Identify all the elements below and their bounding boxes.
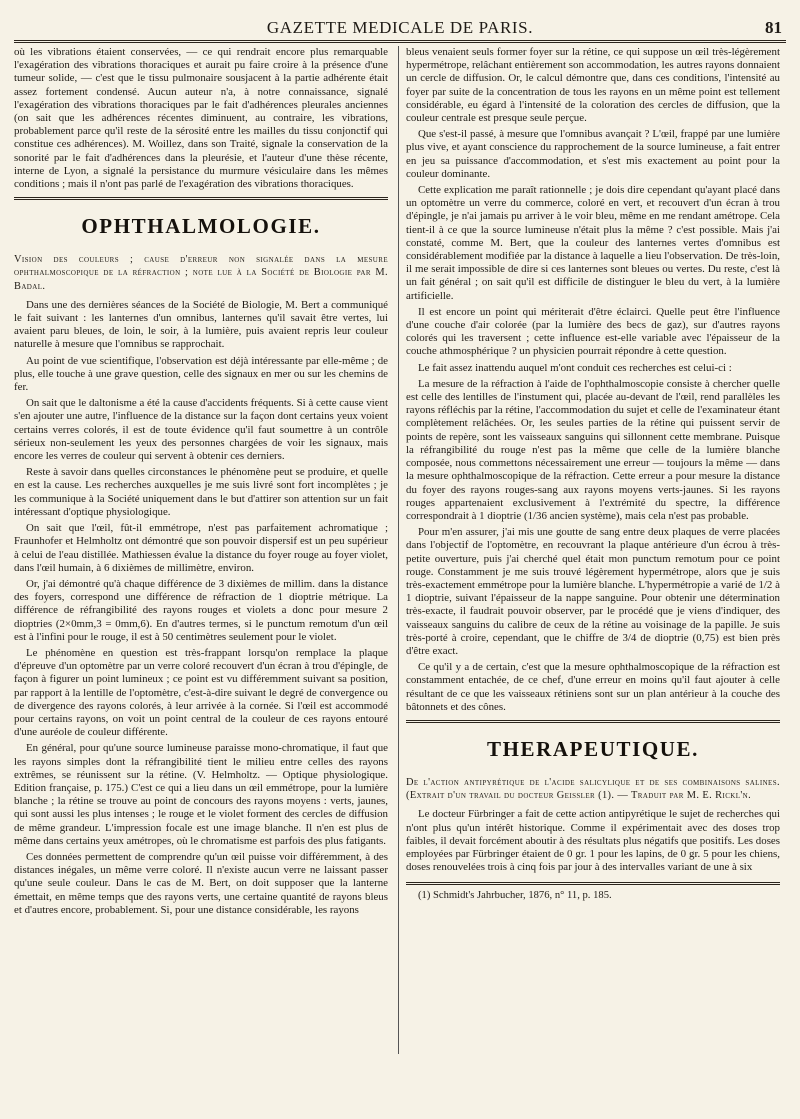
body-paragraph: Pour m'en assurer, j'ai mis une goutte de sang entre deux plaques de verre placées dans l'objectif de l'optomètre, en recouvrant la plaque antérieure d'un écrou à très-petite ouverture, puis j'ai cherché quel était mon punctum remotum pour ce point rouge. Constamment je me suis trouvé légèrement hypermétrope, alors que je suis très-exactement emmétrope pour la lumière blanche. L'hypermétropie a varié de 1/2 à 1 dioptrie, suivant l'épaisseur de la nappe sanguine. Pour obtenir une détermination très-exacte, il faudrait pouvoir observer, par le procédé que je viens d'indiquer, des vaisseaux sanguins du calibre de ceux de la rétine au voisinage de la papille. Je suis très-porté à croire, cependant, que le chiffre de 3/4 de dioptrie (0,75) est bien près d'être exact. xyxy=(406,526,780,657)
body-paragraph: bleus venaient seuls former foyer sur la rétine, ce qui suppose un œil très-légèrement hypermétrope, relâchant entièrement son accommodation, les autres rayons donnaient un cercle de diffusion. Or, le calcul démontre que, dans ces conditions, l'intensité au foyer par suite de la concentration de tous les rayons en un même point est tellement considérable, eu égard à l'intensité de la coloration des cercles de diffusion, que la couleur centrale est presque seule perçue. xyxy=(406,46,780,125)
body-paragraph: Ces données permettent de comprendre qu'un œil puisse voir différemment, à des distances inégales, un même verre coloré. Il n'existe aucun verre ne laissant passer qu'une seule couleur. Dans le cas de M. Bert, on doit supposer que la lanterne émettait, en même temps que des rayons verts, une certaine quantité de rayons bleus et d'autres encore, probablement. Si, pour une distance considérable, les rayons xyxy=(14,850,388,916)
body-paragraph: Reste à savoir dans quelles circonstances le phénomène peut se produire, et quelle en est la cause. Les recherches auxquelles je me suis livré sont fort incomplètes ; je les communique à la Société uniquement dans le but d'attirer son attention sur un fait intéressant d'optique physiologique. xyxy=(14,466,388,518)
body-paragraph: On sait que l'œil, fût-il emmétrope, n'est pas parfaitement achromatique ; Fraunhofer et Helmholtz ont démontré que son pouvoir dispersif est un peu supérieur à celui de l'eau distillée. Mathiessen évalue la distance du foyer rouge au foyer violet, dans l'œil humain, à 6 dixièmes de millimètre, environ. xyxy=(14,522,388,574)
page-header xyxy=(14,10,786,43)
left-column xyxy=(14,46,388,1110)
body-paragraph: Or, j'ai démontré qu'à chaque différence de 3 dixièmes de millim. dans la distance des foyers, correspond une différence de réfraction de 1 dioptrie métrique. La différence de réfrangibilité des rayons rouges et violets a donc pour mesure 2 dioptries (2×0mm,3 = 0mm,6). En d'autres termes, si le punctum remotum d'un œil est à l'infini pour le rouge, il est à 50 centimètres seulement pour le violet. xyxy=(14,577,388,643)
section-title-ophthalmologie: OPHTHALMOLOGIE. xyxy=(81,214,321,239)
body-paragraph: Il est encore un point qui mériterait d'être éclairci. Quelle peut être l'influence d'une couche d'air colorée (par la lumière des becs de gaz), sur d'autres rayons colorés qui les traversent ; cette influence est-elle variable avec l'épaisseur de la couche athmosphérique ? un physicien pourrait répondre à cette question. xyxy=(406,305,780,358)
body-paragraph: Le fait assez inattendu auquel m'ont conduit ces recherches est celui-ci : xyxy=(418,361,732,374)
page-number: 81 xyxy=(765,18,782,37)
section-divider xyxy=(14,197,388,200)
section-title-therapeutique: THERAPEUTIQUE. xyxy=(486,736,699,761)
article-heading: De l'action antipyrétique de l'acide salicylique et de ses combinaisons salines. (Extrait d'un travail du docteur Geissler (1). — Traduit par M. E. Rickl'n. xyxy=(406,776,780,802)
column-divider xyxy=(398,46,399,1054)
body-paragraph: On sait que le daltonisme a été la cause d'accidents fréquents. Si à cette cause vient s'en ajouter une autre, l'influence de la distance sur la façon dont certains yeux voient certains verres colorés, il est de toute évidence qu'il faut soumettre à un contrôle sérieux non-seulement les yeux des personnes chargées de voir les signaux, mais encore les verres de couleur qui servent à obtenir ces derniers. xyxy=(14,397,388,463)
body-paragraph: Au point de vue scientifique, l'observation est déjà intéressante par elle-même ; de plus, elle touche à une grave question, celle des signaux en mer ou sur les chemins de fer. xyxy=(14,354,388,394)
body-paragraph: Le docteur Fürbringer a fait de cette action antipyrétique le sujet de recherches qui n'ont plus qu'un intérêt historique. Comme il expérimentait avec des doses trop faibles, il devait forcément aboutir à des résultats plus négatifs que positifs. Les doses employées par Fürbringer étaient de 0 gr. 1 pour les lapins, de 0 gr. 5 pour les chiens, doses renouvelées trois à cinq fois par jour à des intervalles variant de une à six xyxy=(406,808,780,874)
footnote-divider xyxy=(406,882,780,885)
body-paragraph: Ce qu'il y a de certain, c'est que la mesure ophthalmoscopique de la réfraction est constamment entachée, de ce chef, d'une erreur en moins qu'il faut ajouter à celle résultant de ce que les vaisseaux rétiniens sont sur un plan antérieur à la couche des bâtonnets et des cônes. xyxy=(406,661,780,713)
body-paragraph: La mesure de la réfraction à l'aide de l'ophthalmoscopie consiste à chercher quelle est celle des lentilles de l'instument qui, placée au-devant de l'œil, rend parallèles les rayons réfléchis par la rétine, l'accommodation du sujet et celle de l'examinateur étant complètement relâchées. Or, les seules parties de la rétine qui puissent servir de points de repère, sont les vaisseaux sanguins qui sillonnent cette membrane. Puisque la réfrangibilité du rouge n'est pas la même que celle de la lumière blanche composée, nous commettons nécessairement une erreur — toujours la même — dans la mesure ophthalmoscopique de la réfraction. Cette erreur a pour mesure la distance du foyer des rayons rouges-sang aux rayons moyens verts-jaunes. Si les rayons rouges appartenaient exclusivement à l'extrémité du spectre, la différence correspondrait à 1 dioptrie (1/36 ancien système), mais cela n'est pas probable. xyxy=(406,377,780,522)
right-column xyxy=(406,46,780,1110)
section-divider xyxy=(406,720,780,723)
body-paragraph: Le phénomène en question est très-frappant lorsqu'on remplace la plaque d'épreuve d'un optomètre par un verre coloré recouvert d'un écran à trou d'épingle, de façon à figurer un point lumineux ; ce point est vu différemment suivant sa position, par rapport à la lentille de l'optomètre, c'est-à-dire suivant le degré de convergence ou de divergence des rayons colorés, à leur arrivée à la cornée. Si l'œil est accommodé pour certains rayons, on voit un point central de la couleur de ces rayons entouré d'une auréole de couleur différente. xyxy=(14,646,388,739)
continued-paragraph: où les vibrations étaient conservées, — ce qui rendrait encore plus remarquable l'exagération des vibrations thoraciques et aurait pu faire croire à la présence d'une tumeur solide, — c'est que le tissu pulmonaire sousjacent à la partie adhérente était assez fortement condensé. Aucun auteur n'a, à notre connaissance, signalé l'exagération des vibrations thoraciques par le fait d'adhérences pleurales anciennes (on sait que les adhérences récentes diminuent, au contraire, les vibrations, probablement parce qu'il reste de la sérosité entre les mailles du tissu conjonctif qui constitue ces adhérences). M. Woillez, dans son Traité, signale la conservation de la sonorité par le fait d'adhérences dans la pleurésie, et l'auteur d'une thèse récente, interne de Lyon, a signalé la persistance du murmure vésiculaire dans les mêmes conditions ; mais il n'ont pas parlé de l'exagération des vibrations thoraciques. xyxy=(14,46,388,191)
article-heading: Vision des couleurs ; cause d'erreur non signalée dans la mesure ophthalmoscopique de la réfraction ; note lue à la Société de Biologie par M. Badal. xyxy=(14,254,388,292)
body-paragraph: En général, pour qu'une source lumineuse paraisse mono-chromatique, il faut que les rayons simples dont la réfrangibilité tient le milieu entre celles des rayons extrêmes, se réunissent sur la rétine. (V. Helmholtz. — Optique physiologique. Edition française, p. 175.) C'est ce qui a lieu dans un œil emmétrope, pour la lumière blanche ; la rétine se trouve au point de concours des rayons moyens : verts, jaunes, qui sont aussi les plus intenses ; le rouge et le violet forment des cercles de diffusion de même grandeur. L'impression focale est une image blanche. Il n'en est plus de même dans certains yeux amétropes, où le chromatisme est parfois des plus fatigants. xyxy=(14,742,388,847)
body-paragraph: Dans une des dernières séances de la Société de Biologie, M. Bert a communiqué le fait suivant : les lanternes d'un omnibus, lanternes qu'il savait être vertes, lui avaient paru bleues, de loin, le soir, à la lumière, puis avaient repris leur couleur naturelle à mesure que l'omnibus se rapprochait. xyxy=(14,298,388,351)
journal-title: GAZETTE MEDICALE DE PARIS. xyxy=(266,18,534,37)
body-paragraph: Que s'est-il passé, à mesure que l'omnibus avançait ? L'œil, frappé par une lumière plus vive, et ayant conscience du rapprochement de la source lumineuse, a fait entrer en jeu sa puissance d'accommodation, et s'est mis exactement au point pour la couleur dominante. xyxy=(406,128,780,180)
body-paragraph: Cette explication me paraît rationnelle ; je dois dire cependant qu'ayant placé dans un optomètre un verre du commerce, coloré en vert, et recouvert d'un écran à trou d'épingle, je n'ai jamais pu arriver à le voir bleu, même en me rendant amétrope. Cela tient-il à ce que la source lumineuse n'était plus la même ? c'est possible. Mais j'ai constaté, comme M. Bert, que la couleur des lanternes vertes d'omnibus est considérablement modifiée par la distance à laquelle a lieu l'observation. De très-loin, il me serait impossible de dire si ces lanternes sont bleues ou vertes. Du reste, c'est là un fait général ; on sait qu'il est difficile de distinguer le bleu du vert, à la lumière artificielle. xyxy=(406,184,780,302)
footnote: (1) Schmidt's Jahrbucher, 1876, n° 11, p. 185. xyxy=(418,890,612,902)
newspaper-page xyxy=(14,10,786,1110)
